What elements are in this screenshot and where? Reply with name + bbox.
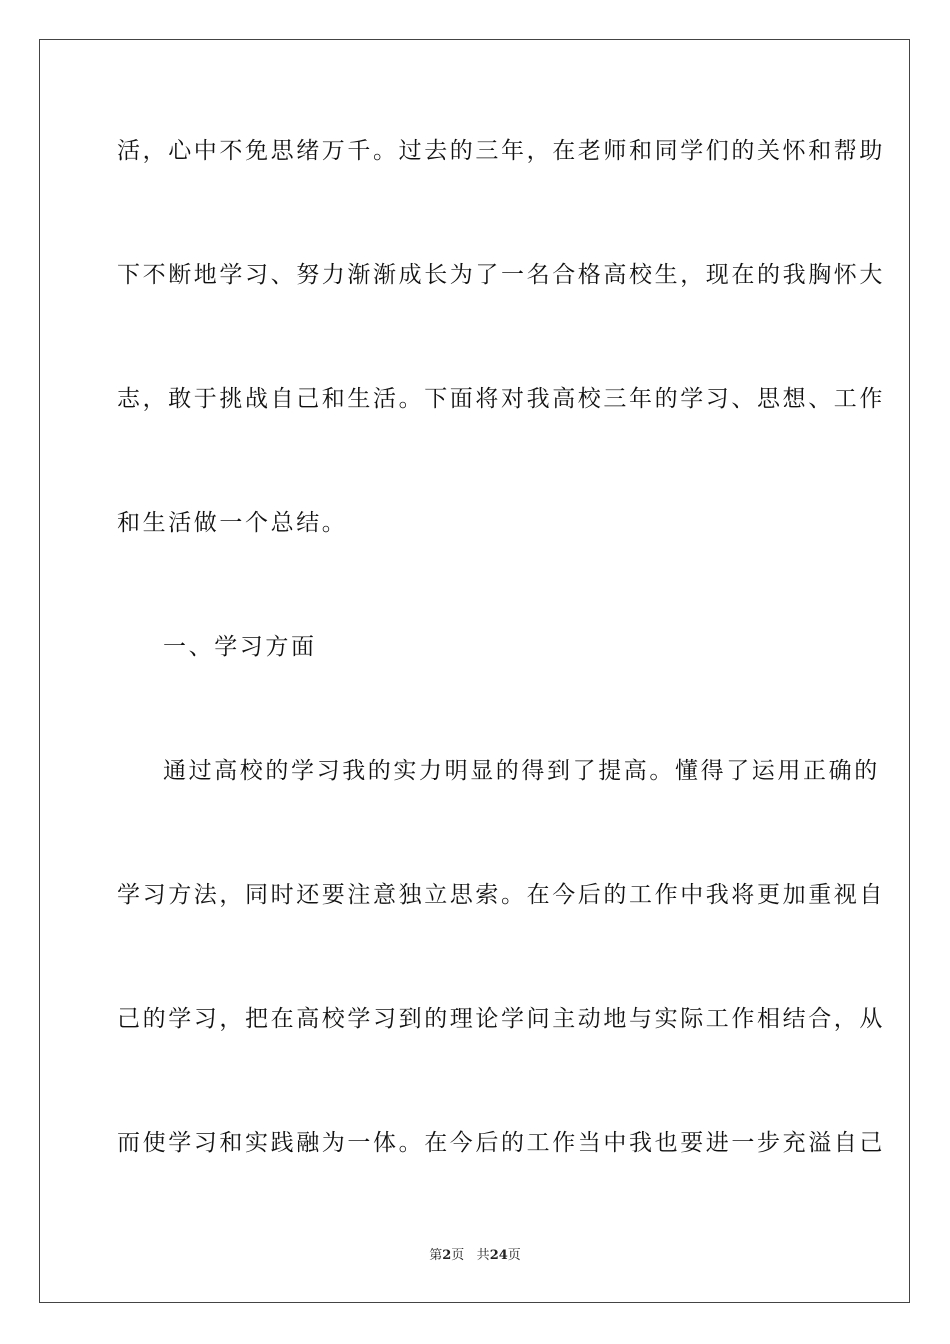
- footer-page-suffix: 页: [451, 1248, 465, 1263]
- page-footer: [0, 1247, 950, 1265]
- footer-total-pages: 24: [489, 1248, 508, 1263]
- body-line-1: 活，心中不免思绪万千。过去的三年，在老师和同学们的关怀和帮助: [117, 138, 885, 164]
- body-line-3: 志，敢于挑战自己和生活。下面将对我高校三年的学习、思想、工作: [117, 386, 885, 412]
- body-line-8: 己的学习，把在高校学习到的理论学问主动地与实际工作相结合，从: [117, 1006, 885, 1032]
- body-line-9: 而使学习和实践融为一体。在今后的工作当中我也要进一步充溢自己: [117, 1130, 885, 1156]
- body-line-4: 和生活做一个总结。: [117, 510, 348, 536]
- body-line-2: 下不断地学习、努力渐渐成长为了一名合格高校生，现在的我胸怀大: [117, 262, 885, 288]
- footer-page-number: 2: [442, 1248, 452, 1263]
- footer-total-suffix: 页: [507, 1248, 521, 1263]
- body-line-7: 学习方法，同时还要注意独立思索。在今后的工作中我将更加重视自: [117, 882, 885, 908]
- page-border: [39, 39, 910, 1303]
- footer-page-prefix: 第: [429, 1248, 443, 1263]
- section-heading: 一、学习方面: [163, 634, 317, 660]
- body-line-6: 通过高校的学习我的实力明显的得到了提高。懂得了运用正确的: [163, 758, 880, 784]
- footer-total-prefix: 共: [476, 1248, 490, 1263]
